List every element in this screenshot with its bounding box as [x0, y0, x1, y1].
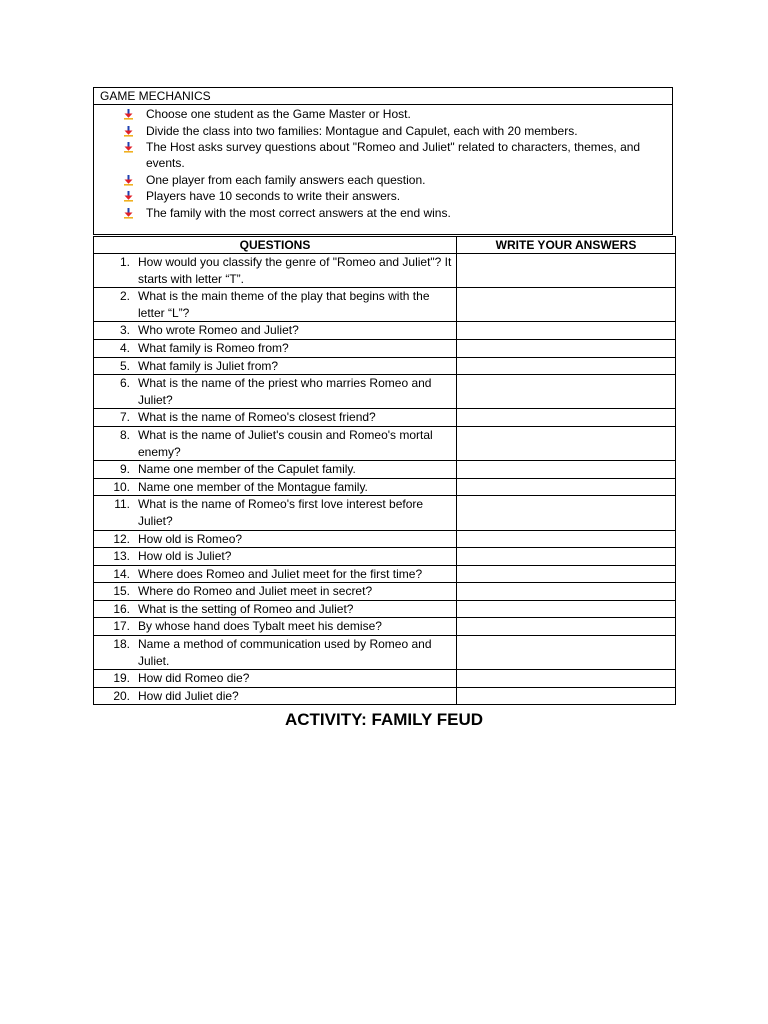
questions-table [93, 236, 676, 705]
answer-cell[interactable] [457, 618, 676, 636]
question-cell [94, 618, 457, 636]
answer-cell[interactable] [457, 478, 676, 496]
mechanics-item [94, 205, 672, 221]
question-text: What family is Juliet from? [138, 358, 279, 373]
mechanics-item [94, 188, 672, 204]
question-number: 7. [119, 410, 130, 425]
question-cell [94, 600, 457, 618]
answer-cell[interactable] [457, 670, 676, 688]
question-number: 1. [119, 255, 130, 269]
question-cell [94, 409, 457, 427]
question-number: 10. [113, 479, 130, 494]
table-row [94, 322, 676, 340]
question-text: Who wrote Romeo and Juliet? [138, 323, 299, 338]
answer-cell[interactable] [457, 583, 676, 601]
question-cell [94, 478, 457, 496]
answer-cell[interactable] [457, 565, 676, 583]
table-header-row [94, 237, 676, 254]
down-arrow-icon [123, 175, 134, 186]
question-cell [94, 339, 457, 357]
table-row [94, 357, 676, 375]
question-number: 12. [113, 531, 130, 546]
mechanics-item-text: Choose one student as the Game Master or Host. [146, 107, 411, 121]
answer-cell[interactable] [457, 322, 676, 340]
question-text: Name one member of the Montague family. [138, 479, 368, 494]
table-row [94, 600, 676, 618]
question-text: What family is Romeo from? [138, 340, 289, 355]
question-cell [94, 530, 457, 548]
mechanics-item-text: One player from each family answers each question. [146, 172, 426, 187]
question-text: How did Juliet die? [138, 688, 239, 703]
mechanics-item [94, 139, 672, 171]
question-number: 2. [119, 289, 130, 304]
question-text: How did Romeo die? [138, 671, 250, 686]
down-arrow-icon [123, 191, 134, 202]
question-text: Name a method of communication used by Romeo and Juliet. [138, 637, 432, 668]
question-number: 15. [113, 584, 130, 599]
game-mechanics-list [94, 105, 672, 221]
table-row [94, 254, 676, 288]
question-text: By whose hand does Tybalt meet his demise? [138, 619, 382, 634]
question-cell [94, 254, 457, 288]
question-text: What is the name of Romeo's closest friend? [138, 410, 376, 425]
table-row [94, 409, 676, 427]
down-arrow-icon [123, 142, 134, 153]
answer-cell[interactable] [457, 426, 676, 460]
table-row [94, 426, 676, 460]
question-number: 5. [119, 358, 130, 373]
question-cell [94, 461, 457, 479]
table-row [94, 618, 676, 636]
answer-cell[interactable] [457, 375, 676, 409]
answer-cell[interactable] [457, 687, 676, 705]
answer-cell[interactable] [457, 409, 676, 427]
question-cell [94, 670, 457, 688]
question-number: 19. [113, 671, 130, 686]
question-cell [94, 565, 457, 583]
question-cell [94, 288, 457, 322]
mechanics-item [94, 123, 672, 139]
table-row [94, 478, 676, 496]
question-cell [94, 496, 457, 530]
question-text: How old is Juliet? [138, 549, 232, 564]
question-cell [94, 583, 457, 601]
answer-cell[interactable] [457, 461, 676, 479]
question-cell [94, 548, 457, 566]
question-text: Where does Romeo and Juliet meet for the first time? [138, 566, 423, 581]
question-number: 4. [119, 340, 130, 355]
questions-table-body [94, 254, 676, 705]
table-row [94, 530, 676, 548]
mechanics-item [94, 172, 672, 188]
answer-cell[interactable] [457, 600, 676, 618]
table-row [94, 461, 676, 479]
question-text: How would you classify the genre of "Romeo and Juliet"? It starts with letter “T”. [138, 255, 452, 286]
mechanics-item [94, 106, 672, 122]
activity-title: ACTIVITY: FAMILY FEUD [284, 710, 484, 729]
question-text: Where do Romeo and Juliet meet in secret? [138, 584, 373, 599]
answer-cell[interactable] [457, 636, 676, 670]
game-mechanics-box [93, 87, 673, 235]
question-number: 16. [113, 601, 130, 616]
question-text: What is the main theme of the play that begins with the letter “L”? [138, 289, 430, 320]
question-number: 13. [113, 549, 130, 564]
question-cell [94, 322, 457, 340]
table-row [94, 496, 676, 530]
answers-header: WRITE YOUR ANSWERS [457, 237, 676, 254]
table-row [94, 636, 676, 670]
question-text: What is the setting of Romeo and Juliet? [138, 601, 354, 616]
answer-cell[interactable] [457, 530, 676, 548]
question-cell [94, 687, 457, 705]
answer-cell[interactable] [457, 496, 676, 530]
question-number: 9. [119, 462, 130, 477]
question-text: What is the name of Juliet's cousin and Romeo's mortal enemy? [138, 427, 433, 459]
question-number: 18. [113, 637, 130, 652]
question-cell [94, 357, 457, 375]
question-number: 20. [113, 688, 130, 703]
answer-cell[interactable] [457, 357, 676, 375]
question-text: What is the name of the priest who marries Romeo and Juliet? [138, 376, 432, 407]
question-number: 11. [114, 497, 130, 512]
table-row [94, 687, 676, 705]
question-cell [94, 426, 457, 460]
question-number: 3. [119, 323, 130, 338]
table-row [94, 565, 676, 583]
question-cell [94, 636, 457, 670]
question-text: What is the name of Romeo's first love interest before Juliet? [138, 497, 424, 528]
mechanics-item-text: The family with the most correct answers at the end wins. [146, 205, 451, 220]
mechanics-item-text: Players have 10 seconds to write their answers. [146, 189, 401, 203]
question-number: 17. [113, 619, 130, 634]
questions-header: QUESTIONS [94, 237, 457, 254]
table-row [94, 548, 676, 566]
down-arrow-icon [123, 126, 134, 137]
table-row [94, 375, 676, 409]
answer-cell[interactable] [457, 339, 676, 357]
question-text: How old is Romeo? [138, 531, 243, 546]
down-arrow-icon [123, 109, 134, 120]
question-number: 14. [113, 566, 130, 581]
question-text: Name one member of the Capulet family. [138, 462, 356, 477]
game-mechanics-title: GAME MECHANICS [94, 88, 672, 105]
mechanics-item-text: The Host asks survey questions about "Romeo and Juliet" related to characters, themes, and events. [146, 140, 641, 170]
table-row [94, 339, 676, 357]
answer-cell[interactable] [457, 288, 676, 322]
answer-cell[interactable] [457, 548, 676, 566]
table-row [94, 583, 676, 601]
question-number: 8. [119, 427, 130, 442]
mechanics-item-text: Divide the class into two families: Montague and Capulet, each with 20 members. [146, 123, 578, 138]
answer-cell[interactable] [457, 254, 676, 288]
table-row [94, 670, 676, 688]
question-number: 6. [119, 376, 130, 391]
question-cell [94, 375, 457, 409]
down-arrow-icon [123, 208, 134, 219]
table-row [94, 288, 676, 322]
